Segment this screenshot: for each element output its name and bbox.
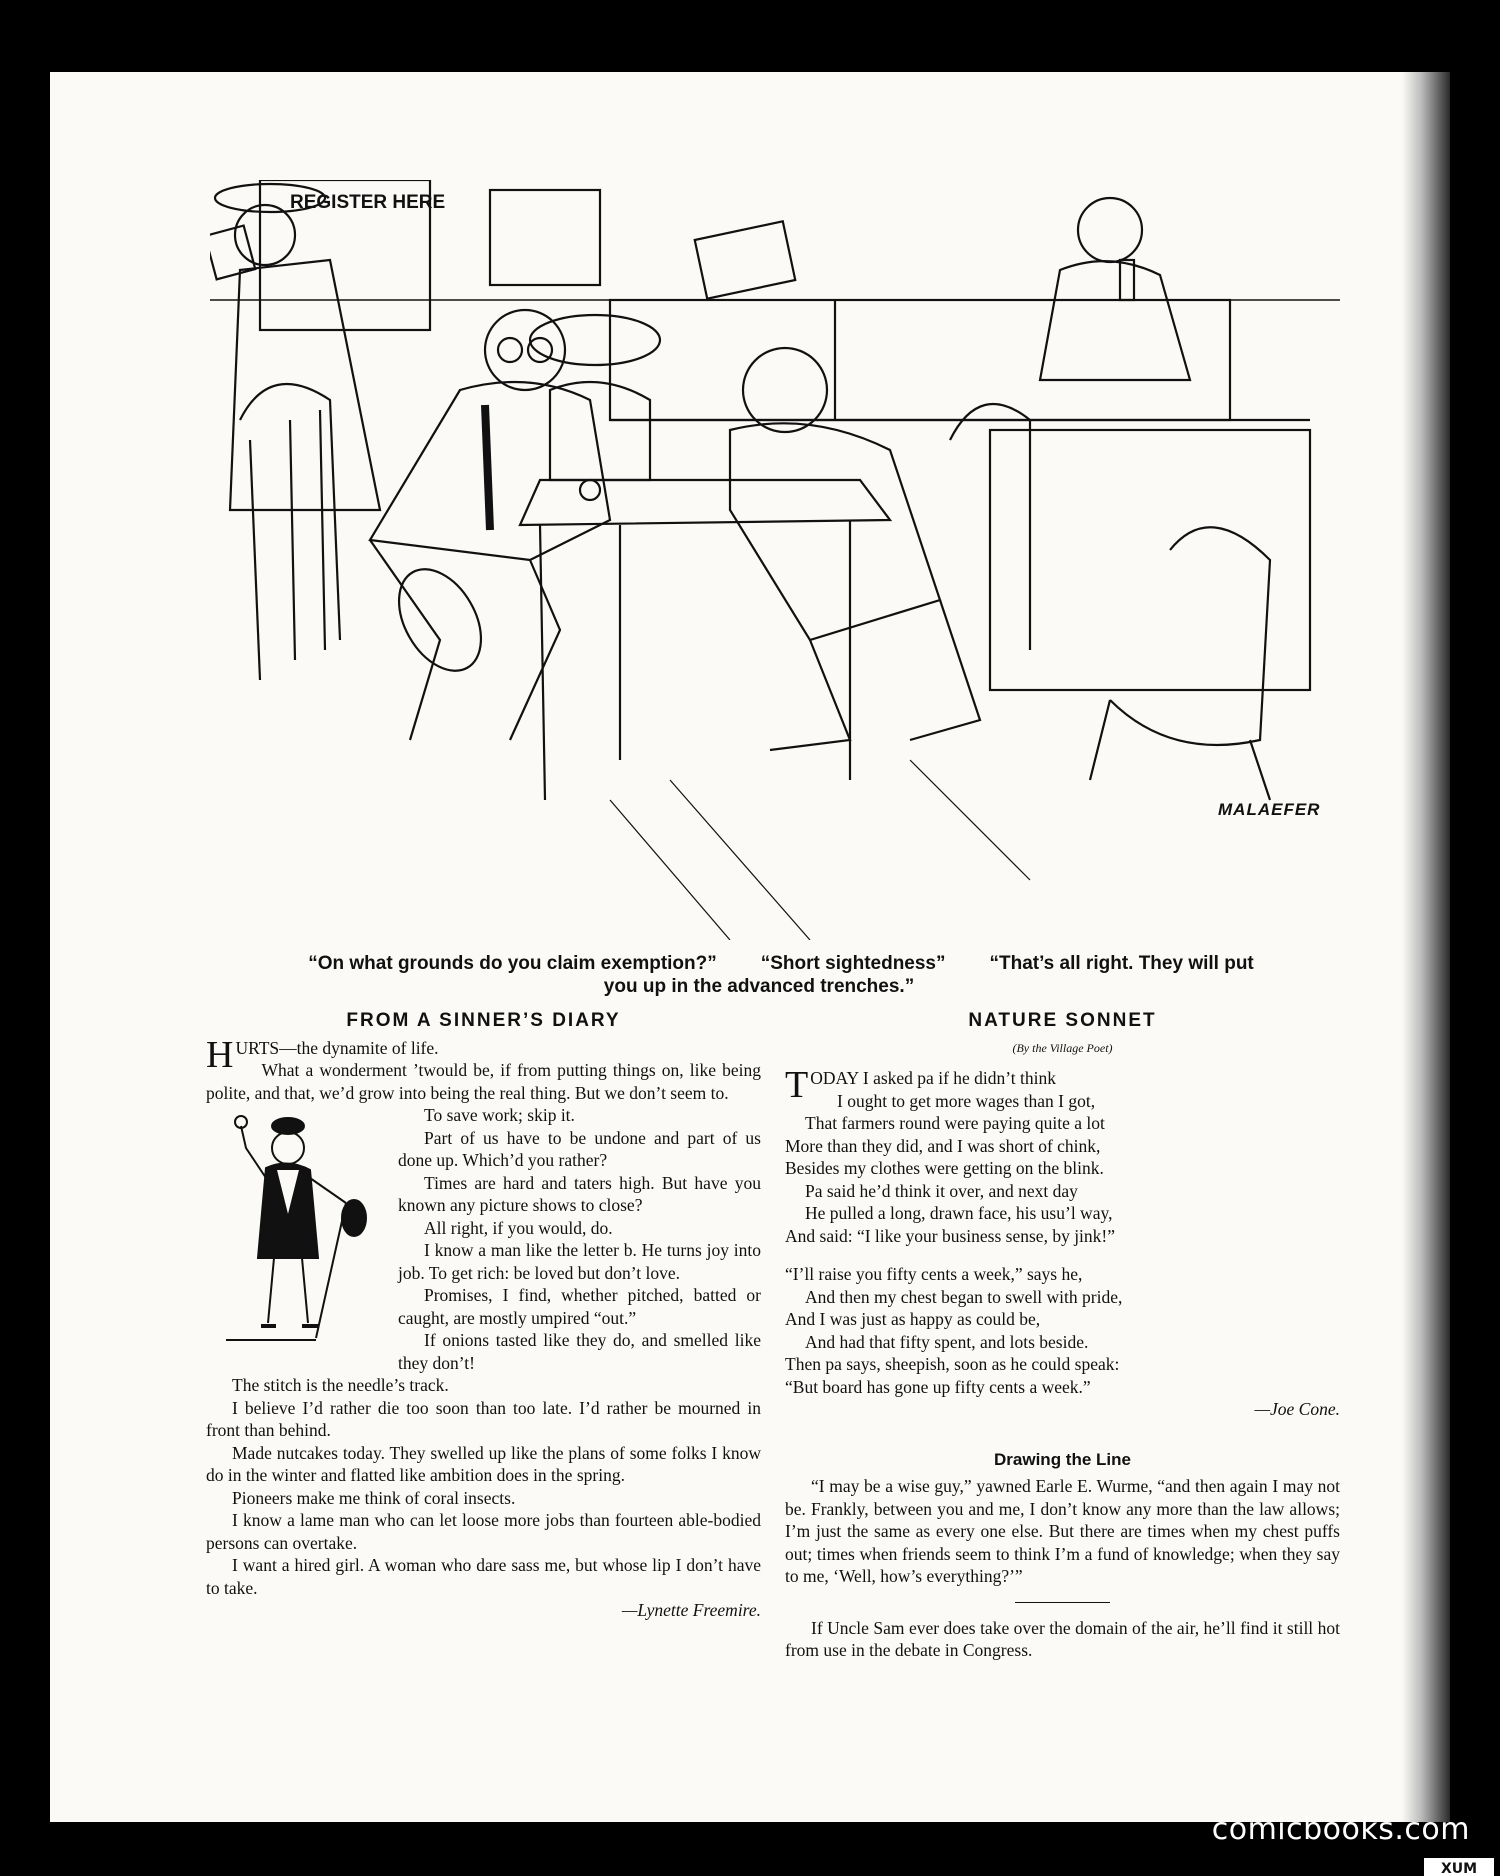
diary-paragraph: I want a hired girl. A woman who dare sass me, but whose lip I don’t have to take.: [206, 1555, 761, 1598]
sinners-diary-heading: FROM A SINNER’S DIARY: [346, 1010, 621, 1031]
nature-sonnet-heading: NATURE SONNET: [968, 1010, 1157, 1031]
poem-line: TODAY I asked pa if he didn’t think: [785, 1064, 1056, 1106]
diary-paragraph: If onions tasted like they do, and smelled like they don’t!: [398, 1330, 761, 1373]
diary-paragraph: The stitch is the needle’s track.: [232, 1375, 449, 1395]
caption-question: “On what grounds do you claim exemption?”: [308, 953, 717, 974]
poem-line: And had that fifty spent, and lots beside.: [805, 1331, 1089, 1352]
poem-line: He pulled a long, drawn face, his usu’l way,: [805, 1203, 1113, 1223]
diary-author: —Lynette Freemire.: [621, 1600, 761, 1620]
page-gutter-shadow: [1402, 72, 1450, 1822]
poem-line: Pa said he’d think it over, and next day: [805, 1180, 1078, 1201]
cartoon-illustration: [210, 180, 1340, 940]
poem-line: And I was just as happy as could be,: [785, 1309, 1041, 1329]
diary-paragraph: Promises, I find, whether pitched, batted or caught, are mostly umpired “out.”: [398, 1285, 761, 1328]
poem-line: More than they did, and I was short of chink,: [785, 1135, 1101, 1156]
diary-paragraph: To save work; skip it.: [424, 1105, 575, 1125]
artist-signature: MALAEFER: [1218, 800, 1321, 819]
drawing-the-line-heading: Drawing the Line: [994, 1449, 1131, 1469]
diary-paragraph: Made nutcakes today. They swelled up like the plans of some folks I know do in the winter and flatted like ambition does in the spring.: [206, 1442, 761, 1485]
diary-paragraph: I know a man like the letter b. He turns joy into job. To get rich: be loved but don’t love.: [398, 1240, 761, 1283]
diary-paragraph: Pioneers make me think of coral insects.: [232, 1487, 516, 1508]
drawing-the-line-text: “I may be a wise guy,” yawned Earle E. Wurme, “and then again I may not be. Frankly, between you and me, I don’t know any more than the law allows; I’m just the same as every one else. But there are times when my chest puffs out; times when friends seem to think I’m a fund of knowledge; when they say to me, ‘Well, how’s everything?’”: [785, 1476, 1340, 1586]
diary-paragraph: I believe I’d rather die too soon than too late. I’d rather be mourned in front than behind.: [206, 1397, 761, 1440]
poem-line: I ought to get more wages than I got,: [837, 1090, 1096, 1111]
poem-line: Then pa says, sheepish, soon as he could speak:: [785, 1354, 1120, 1374]
diary-paragraph: All right, if you would, do.: [424, 1217, 613, 1238]
uncle-sam-paragraph: If Uncle Sam ever does take over the domain of the air, he’ll find it still hot from use in the debate in Congress.: [785, 1617, 1340, 1660]
site-watermark: comicbooks.com: [1211, 1812, 1470, 1847]
corner-tab: XUM: [1424, 1858, 1494, 1876]
dropcap-letter: H: [206, 1033, 234, 1076]
diary-paragraph: What a wonderment ’twould be, if from putting things on, like being polite, and that, we’d grow into being the real thing. But we don’t seem to.: [206, 1060, 761, 1103]
cartoon-caption: [270, 952, 1270, 998]
diary-paragraph: Part of us have to be undone and part of us done up. Which’d you rather?: [398, 1127, 761, 1170]
dandy-figure-illustration: [206, 1108, 386, 1353]
stanza-gap: [785, 1247, 1340, 1263]
diary-first-line: URTS—the dynamite of life.: [235, 1037, 439, 1058]
sonnet-byline: (By the Village Poet): [1012, 1040, 1113, 1055]
sonnet-author: —Joe Cone.: [1254, 1399, 1340, 1419]
dropcap-letter: T: [785, 1064, 809, 1106]
diary-paragraph: I know a lame man who can let loose more jobs than fourteen able-bodied persons can overtake.: [206, 1510, 761, 1553]
caption-punchline: “That’s all right. They will put you up in the advanced trenches.”: [603, 953, 1254, 997]
register-sign-text: REGISTER HERE: [290, 192, 446, 213]
poem-line: “But board has gone up fifty cents a week.”: [785, 1376, 1091, 1397]
sonnet-poem: [785, 1064, 1340, 1398]
poem-line: Besides my clothes were getting on the blink.: [785, 1158, 1104, 1178]
poem-line: That farmers round were paying quite a lot: [805, 1113, 1105, 1133]
poem-line: “I’ll raise you fifty cents a week,” says he,: [785, 1264, 1083, 1284]
caption-reply: “Short sightedness”: [760, 953, 946, 974]
poem-line: And said: “I like your business sense, by jink!”: [785, 1225, 1116, 1246]
diary-paragraph: Times are hard and taters high. But have you known any picture shows to close?: [398, 1172, 761, 1215]
diary-opening: [206, 1033, 761, 1076]
poem-line: And then my chest began to swell with pride,: [805, 1286, 1123, 1307]
nature-sonnet-column: [785, 1010, 1340, 1662]
sinners-diary-column: [206, 1010, 761, 1622]
section-divider: [1015, 1602, 1110, 1603]
